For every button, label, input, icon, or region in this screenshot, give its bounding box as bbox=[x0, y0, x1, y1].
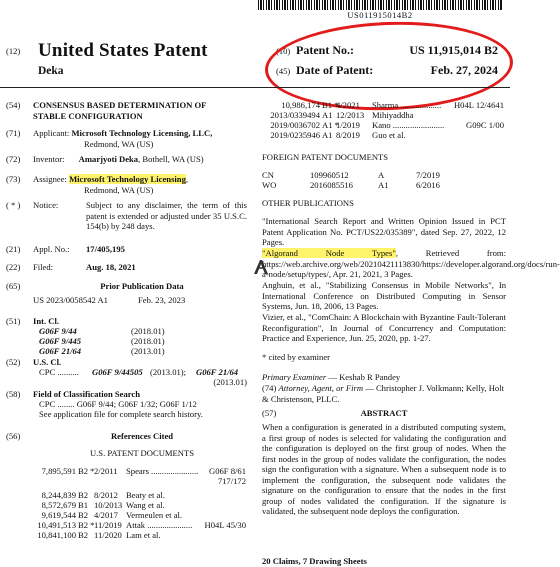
inventor-name: Amarjyoti Deka bbox=[78, 154, 139, 164]
claims-summary: 20 Claims, 7 Drawing Sheets bbox=[262, 556, 367, 566]
barcode-text: US011915014B2 bbox=[347, 10, 413, 20]
kind-number: (12) bbox=[6, 46, 21, 56]
assignee-name-highlight: Microsoft Technology Licensing bbox=[69, 174, 186, 184]
foreign-docs-heading: FOREIGN PATENT DOCUMENTS bbox=[262, 152, 389, 162]
other-publication: "International Search Report and Written Opinion Issued in PCT Patent Application No. PCT/US22/035389", dated Sep. 27, 2022, 12 Pages. bbox=[262, 216, 506, 247]
us-docs-heading: U.S. PATENT DOCUMENTS bbox=[89, 448, 195, 458]
algorand-highlight: "Algorand Node Types" bbox=[262, 248, 396, 258]
notice-text: Subject to any disclaimer, the term of this patent is extended or adjusted under 35 U.S.C. 154(b) by 248 days. bbox=[86, 200, 247, 231]
attorney: (74) Attorney, Agent, or Firm — Christopher J. Volkmann; Kelly, Holt & Christenson, PLLC. bbox=[262, 383, 504, 404]
other-publication: Vizier, et al., "ComChain: A Blockchain with Byzantine Fault-Tolerant Reconfiguration", In Journal of Concurrency and Computation: Practice and Experience, Jun. 25, 2020, pp. 1-27. bbox=[262, 312, 506, 343]
other-pubs-heading: OTHER PUBLICATIONS bbox=[262, 198, 354, 208]
date-number: (45) bbox=[276, 66, 291, 76]
filed-value: Aug. 18, 2021 bbox=[86, 262, 136, 272]
other-publication: "Algorand Node Types", Retrieved from: https://web.archive.org/web/20210421113830/https://developer.algorand.org/docs/run-a-node/setup/types/, Apr. 21, 2021, 3 Pages. bbox=[262, 248, 560, 279]
abstract-heading: ABSTRACT bbox=[360, 408, 408, 418]
inventor-short: Deka bbox=[38, 65, 64, 77]
other-publication: Anghuin, et al., "Stabilizing Consensus in Mobile Networks", In International Conference on Distributed Computing in Sensor Systems, Jun. 18, 2006, 13 Pages. bbox=[262, 280, 506, 311]
abstract-header-row: (57) ABSTRACT bbox=[262, 408, 506, 419]
abstract-text: When a configuration is generated in a distributed computing system, a first group of nodes is selected for validating the configuration and the configuration is deployed on the first group of nodes. When the first nodes in the group of nodes validate the configuration, the nodes sign the configuration with a signature. When a subsequent node is to implement the configuration, the subsequent node validates the signature on the configuration to ensure that the nodes in the first group of nodes validated the configuration. If the signature is validated, the subsequent node deploys the configuration. bbox=[262, 422, 506, 516]
appl-no-value: 17/405,195 bbox=[86, 244, 125, 254]
header-divider bbox=[0, 87, 510, 88]
document-title: United States Patent bbox=[38, 40, 208, 61]
cited-by-examiner-note: * cited by examiner bbox=[262, 352, 331, 362]
patent-no-value: US 11,915,014 B2 bbox=[409, 43, 498, 57]
invention-title: CONSENSUS BASED DETERMINATION OF STABLE CONFIGURATION bbox=[33, 100, 207, 121]
patent-no-number: (10) bbox=[276, 46, 291, 56]
patent-no-label: Patent No.: bbox=[296, 43, 354, 57]
primary-examiner: Primary Examiner — Keshab R Pandey bbox=[262, 372, 401, 382]
applicant-name: Microsoft Technology Licensing, LLC, bbox=[71, 128, 213, 138]
barcode bbox=[258, 0, 502, 10]
date-value: Feb. 27, 2024 bbox=[430, 63, 498, 77]
date-label: Date of Patent: bbox=[296, 63, 374, 77]
